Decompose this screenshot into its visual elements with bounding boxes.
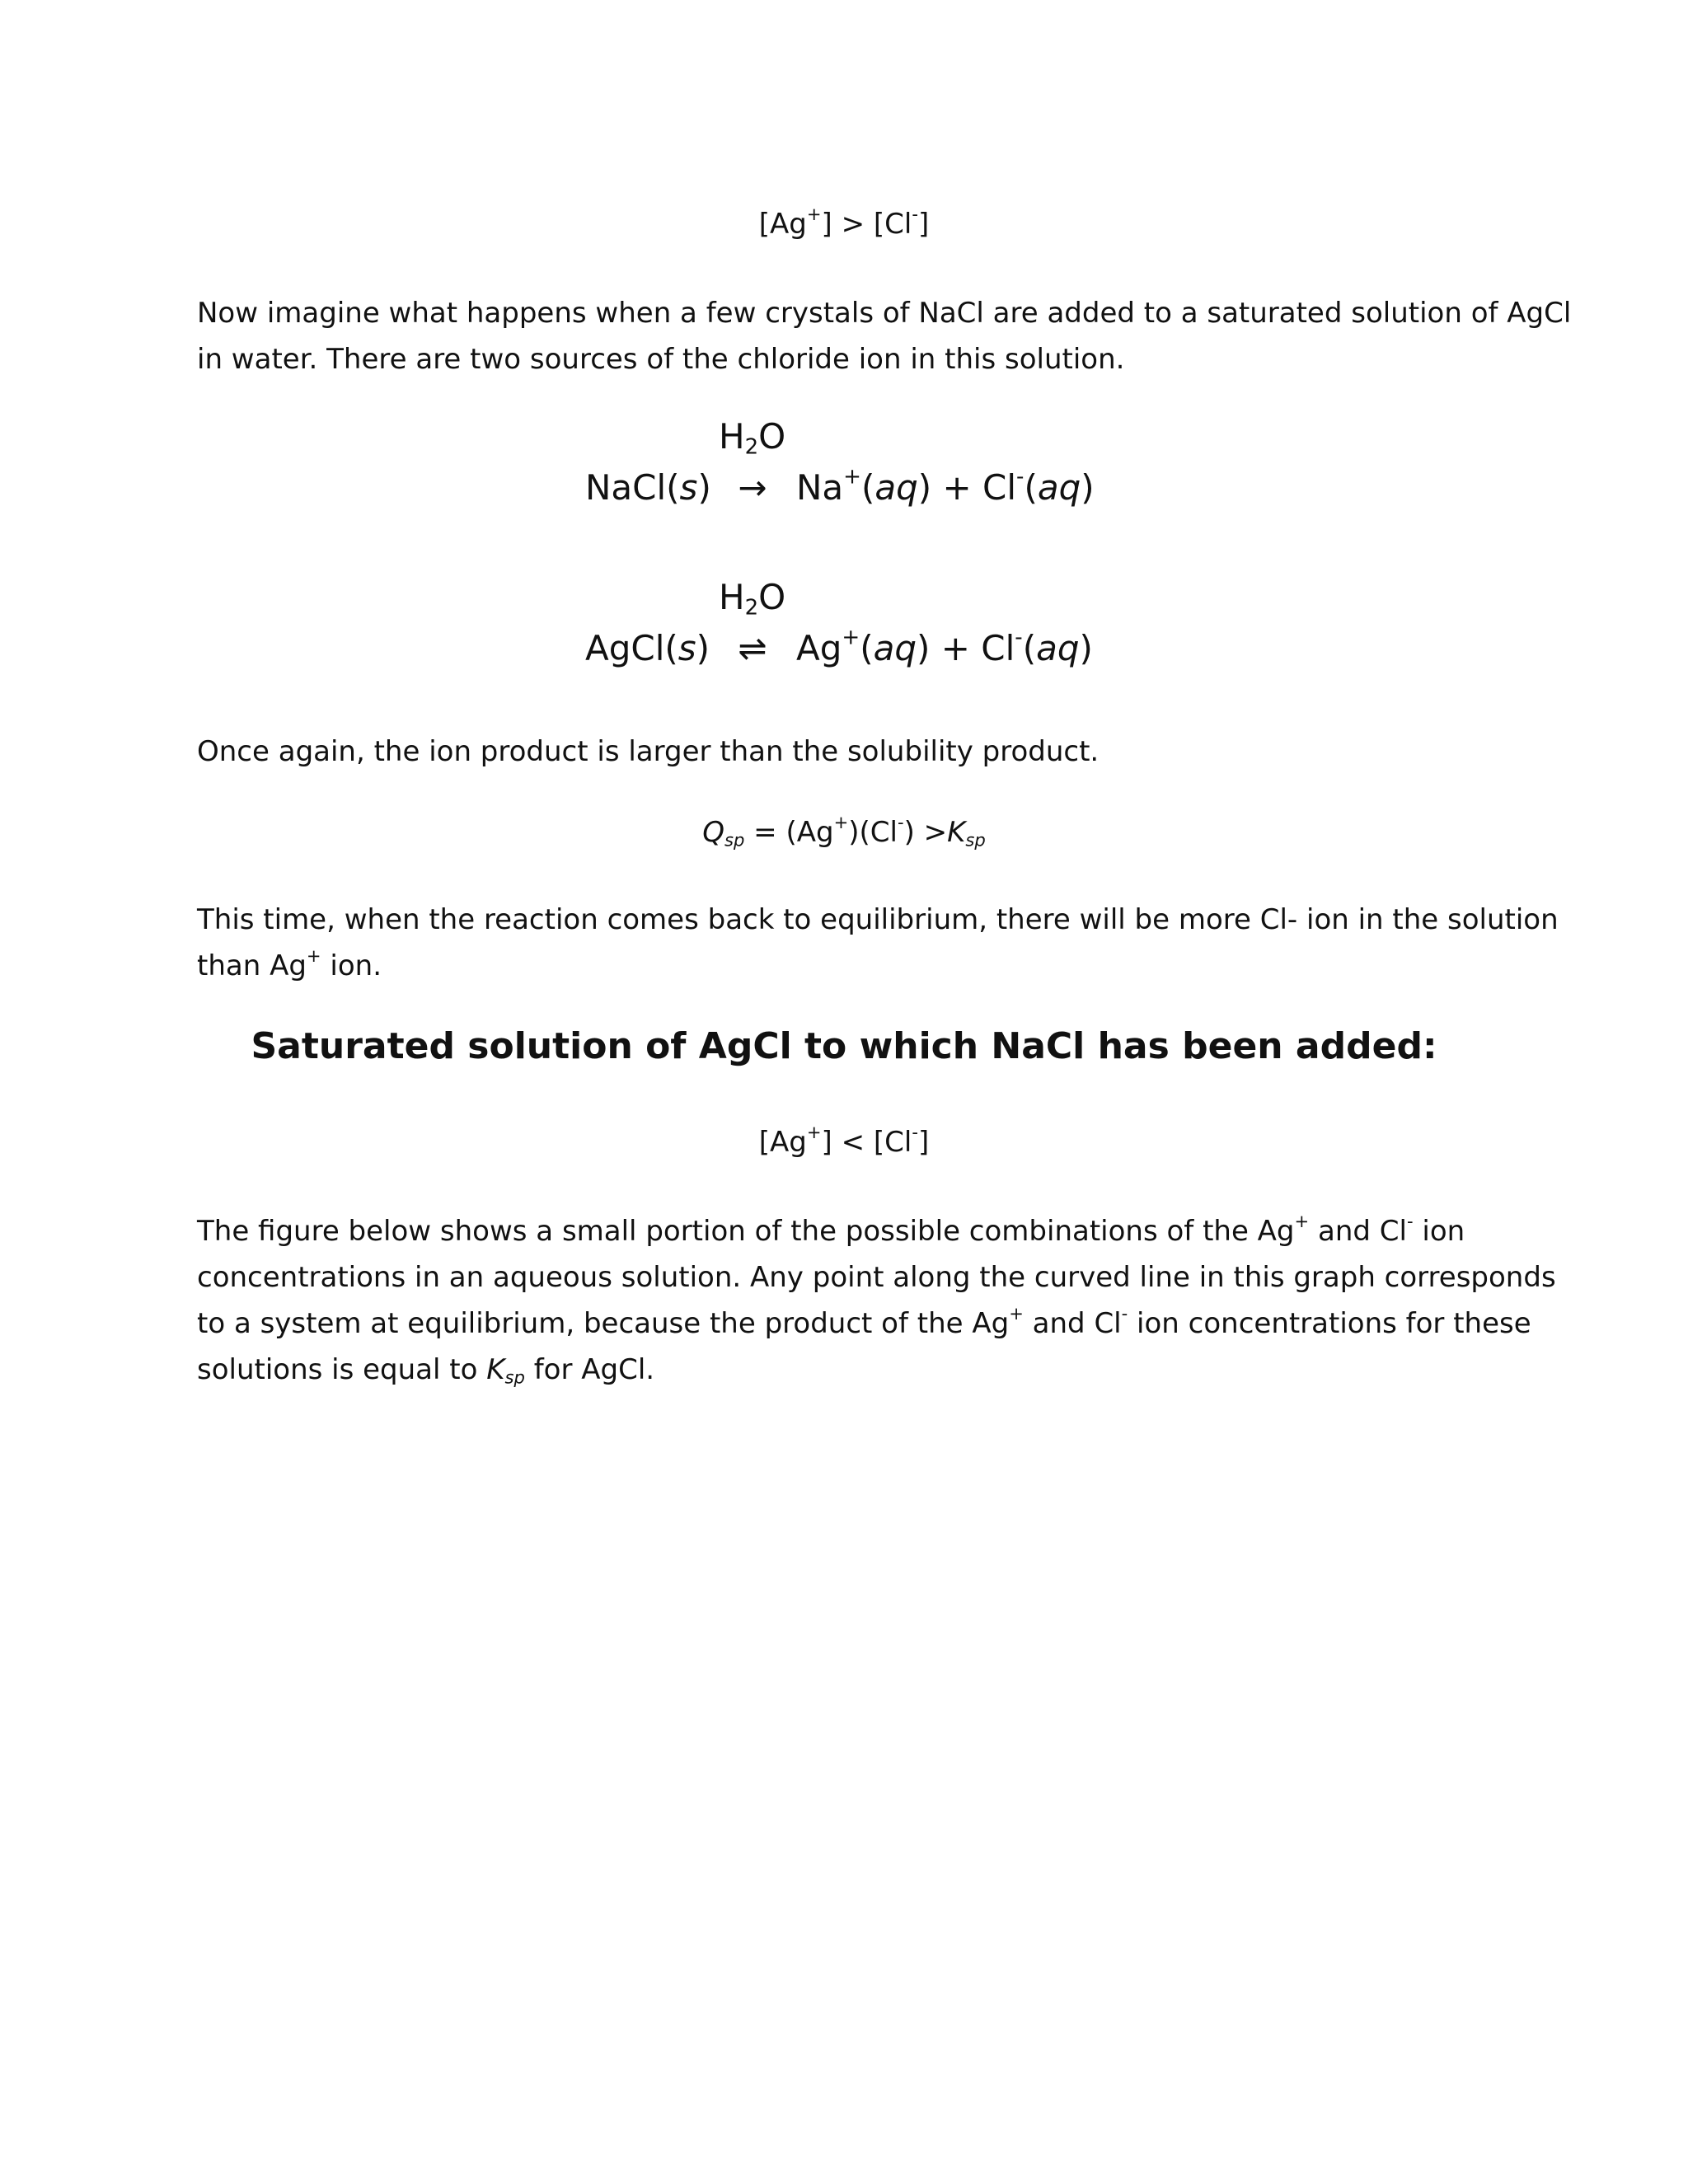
reaction-reactant (585, 467, 711, 508)
text-run: ion. (321, 949, 382, 982)
reactant-state: s (679, 467, 698, 508)
product-anion: ) + Cl (917, 467, 1017, 508)
eq2-mid2: )(Cl (848, 816, 898, 849)
eq3-mid: ] < [Cl (821, 1126, 912, 1159)
eq2-k: K (947, 816, 966, 849)
product-cation-charge: + (842, 625, 860, 650)
solvent-h: H (719, 577, 745, 617)
reaction-solvent (719, 416, 786, 460)
ksp-k: K (486, 1353, 505, 1386)
solvent-o: O (758, 416, 786, 457)
paragraph-line: Once again, the ion product is larger than the solubility product. (197, 735, 1100, 768)
eq2-k-sub: sp (965, 829, 986, 851)
state-open: ( (860, 467, 875, 508)
text-run: to a system at equilibrium, because the product of the Ag (197, 1307, 1010, 1340)
product-cation-state: aq (874, 467, 918, 508)
text-run: ion concentrations for these (1128, 1307, 1531, 1340)
section-heading: Saturated solution of AgCl to which NaCl has been added: (251, 1025, 1437, 1067)
text-run: solutions is equal to (197, 1353, 487, 1386)
ksp-subscript: sp (504, 1366, 525, 1388)
reaction-products (796, 625, 1093, 668)
paragraph-figure-description (197, 1208, 1556, 1393)
eq3-sup-minus: - (912, 1122, 918, 1143)
product-anion-charge: - (1016, 464, 1025, 490)
solvent-subscript: 2 (744, 595, 759, 621)
reactant-close: ) (697, 467, 711, 508)
product-anion: ) + Cl (917, 628, 1015, 668)
paragraph-line (197, 1301, 1531, 1347)
charge-superscript: + (1294, 1211, 1310, 1232)
reactant-close: ) (696, 628, 710, 668)
eq2-sup-plus: + (833, 812, 849, 833)
text-run: for AgCl. (524, 1353, 655, 1386)
paragraph-line (197, 1347, 1499, 1393)
paragraph-nacl-added (197, 290, 1572, 382)
reaction-agcl-equilibrium (0, 577, 1688, 684)
paragraph-line: concentrations in an aqueous solution. Any point along the curved line in this graph corresponds (197, 1261, 1556, 1294)
paragraph-more-cl (197, 897, 1559, 989)
charge-superscript: + (1009, 1303, 1024, 1324)
equation-ag-greater-cl (0, 204, 1688, 241)
eq3-sup-plus: + (806, 1122, 822, 1143)
eq2-mid3: ) > (903, 816, 948, 849)
eq1-mid: ] > [Cl (821, 208, 912, 241)
product-cation-state: aq (873, 628, 917, 668)
eq2-mid: = (Ag (744, 816, 834, 849)
eq1-sup-minus: - (912, 204, 918, 225)
text-run: than Ag (197, 949, 307, 982)
eq3-close: ] (917, 1126, 930, 1159)
state-open: ( (860, 628, 874, 668)
eq2-q-sub: sp (724, 829, 745, 851)
reaction-arrow-icon: → (738, 467, 767, 508)
product-cation: Na (796, 467, 844, 508)
equation-ag-less-cl (0, 1122, 1688, 1159)
state-close: ) (1079, 628, 1093, 668)
paragraph-line (197, 943, 1499, 989)
paragraph-line: Now imagine what happens when a few crystals of NaCl are added to a saturated solution of AgCl (197, 297, 1572, 330)
product-cation-charge: + (843, 464, 861, 490)
solvent-h: H (719, 416, 745, 457)
text-run: and Cl (1309, 1215, 1407, 1248)
paragraph-line: This time, when the reaction comes back to equilibrium, there will be more Cl- ion in the solution (197, 903, 1559, 936)
eq1-open: [Ag (758, 208, 807, 241)
reaction-nacl-dissolution (0, 416, 1688, 523)
eq1-sup-plus: + (806, 204, 822, 225)
eq1-close: ] (917, 208, 930, 241)
reaction-reactant (585, 628, 710, 668)
charge-superscript: - (1121, 1303, 1128, 1324)
product-cation: Ag (796, 628, 842, 668)
text-run: ion (1413, 1215, 1465, 1248)
reaction-solvent (719, 577, 786, 621)
solvent-o: O (758, 577, 786, 617)
text-run: and Cl (1023, 1307, 1122, 1340)
state-open: ( (1022, 628, 1037, 668)
charge-superscript: + (306, 945, 321, 967)
eq2-sup-minus: - (897, 812, 904, 833)
text-run: The figure below shows a small portion of the possible combinations of the Ag (197, 1215, 1295, 1248)
paragraph-line: in water. There are two sources of the chloride ion in this solution. (197, 343, 1125, 376)
reactant-state: s (678, 628, 696, 668)
paragraph-ion-product (197, 729, 1499, 775)
equilibrium-arrow-icon: ⇌ (738, 628, 767, 668)
solvent-subscript: 2 (744, 434, 759, 460)
reactant-formula: AgCl( (585, 628, 678, 668)
eq3-open: [Ag (758, 1126, 807, 1159)
state-open: ( (1024, 467, 1038, 508)
equation-qsp-greater-ksp (0, 812, 1688, 851)
product-anion-state: aq (1037, 467, 1081, 508)
reactant-formula: NaCl( (585, 467, 680, 508)
eq2-q: Q (702, 816, 724, 849)
paragraph-line (197, 1208, 1499, 1254)
product-anion-state: aq (1036, 628, 1080, 668)
product-anion-charge: - (1015, 625, 1023, 650)
state-close: ) (1081, 467, 1095, 508)
reaction-products (796, 464, 1095, 508)
charge-superscript: - (1406, 1211, 1414, 1232)
